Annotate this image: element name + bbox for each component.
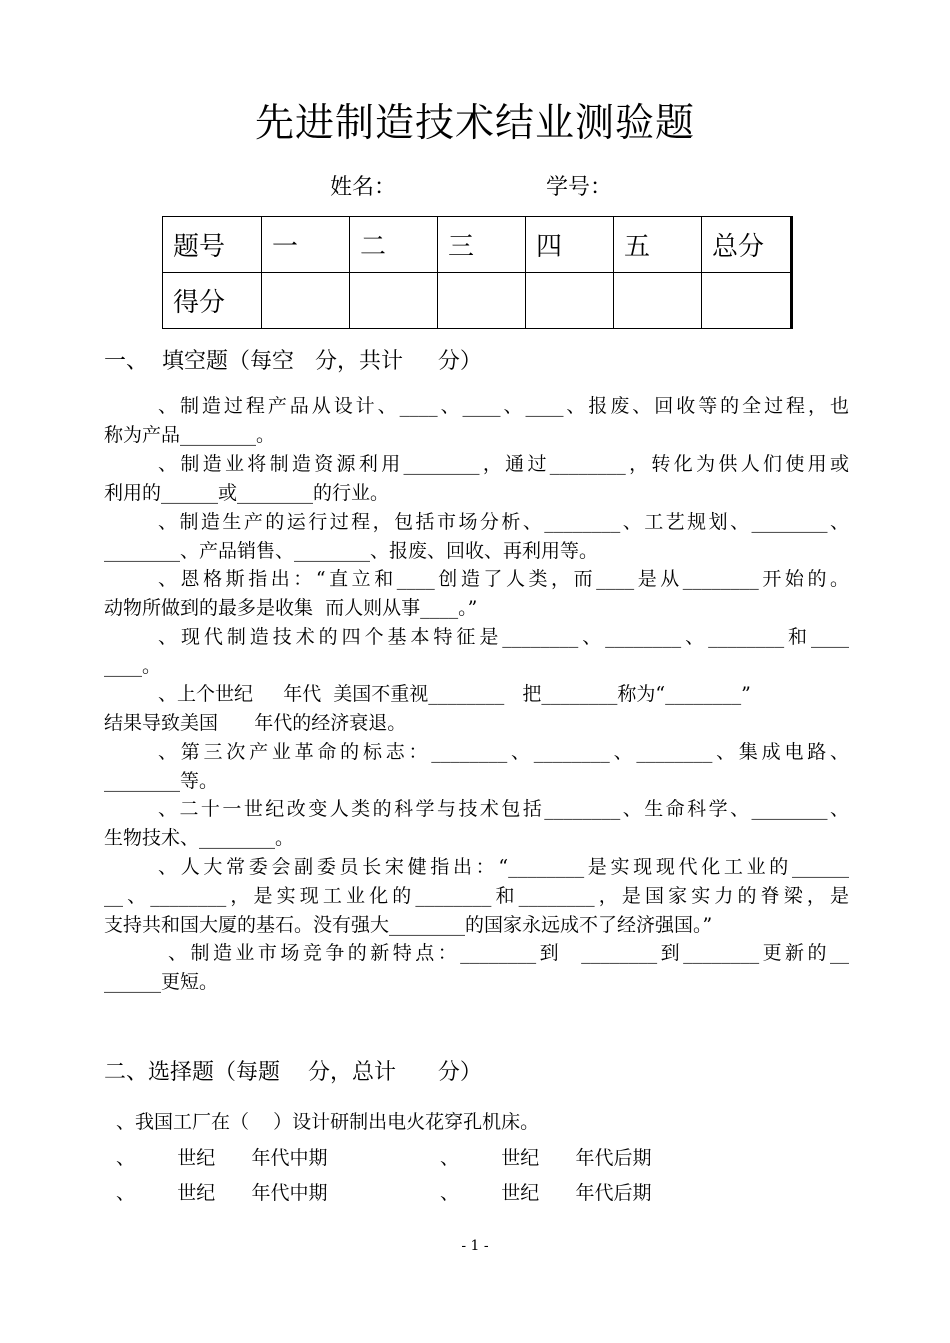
fill-line: 、二十一世纪改变人类的科学与技术包括________、生命科学、________、 bbox=[158, 798, 849, 820]
section1-heading: 一、 填空题（每空 分，共计 分） bbox=[104, 349, 482, 374]
student-id-label: 学号： bbox=[546, 175, 613, 200]
choice-option: 、 世纪 年代中期 bbox=[116, 1182, 328, 1204]
score-cell bbox=[262, 273, 350, 329]
fill-line: 结果导致美国 年代的经济衰退。 bbox=[104, 712, 407, 734]
fill-line: 、制造业市场竞争的新特点：________到 ________到________更新的__ bbox=[168, 942, 849, 964]
score-header-cell: 题号 bbox=[163, 217, 262, 273]
choice-option: 、 世纪 年代中期 bbox=[116, 1147, 328, 1169]
fill-line: __、________，是实现工业化的________和________，是国家实力的脊梁，是 bbox=[104, 885, 849, 907]
fill-line: 生物技术、________。 bbox=[104, 827, 295, 849]
score-table-score-row bbox=[163, 273, 792, 329]
score-header-cell: 总分 bbox=[702, 217, 792, 273]
fill-line: ________等。 bbox=[104, 770, 219, 792]
score-cell bbox=[526, 273, 614, 329]
fill-line: 称为产品________。 bbox=[104, 424, 276, 446]
name-label: 姓名： bbox=[330, 175, 397, 200]
fill-line: 、制造生产的运行过程，包括市场分析、________、工艺规划、________、 bbox=[158, 511, 849, 533]
section2-heading: 二、选择题（每题 分，总计 分） bbox=[104, 1060, 482, 1085]
score-header-cell: 二 bbox=[350, 217, 438, 273]
fill-line: 、制造过程产品从设计、____、____、____、报废、回收等的全过程，也 bbox=[158, 395, 849, 417]
score-header-cell: 四 bbox=[526, 217, 614, 273]
score-cell bbox=[350, 273, 438, 329]
score-cell bbox=[438, 273, 526, 329]
choice-option: 、 世纪 年代后期 bbox=[440, 1182, 652, 1204]
score-header-cell: 一 bbox=[262, 217, 350, 273]
score-row-label: 得分 bbox=[163, 273, 262, 329]
page-number: - 1 - bbox=[461, 1238, 489, 1254]
fill-line: ________、产品销售、________、报废、回收、再利用等。 bbox=[104, 540, 599, 562]
fill-line: 支持共和国大厦的基石。没有强大________的国家永远成不了经济强国。” bbox=[104, 914, 713, 936]
document-title: 先进制造技术结业测验题 bbox=[254, 101, 695, 146]
fill-line: 、上个世纪 年代 美国不重视________ 把________称为“________” bbox=[158, 683, 751, 705]
fill-line: 、恩格斯指出：“直立和____创造了人类，而____是从________开始的。 bbox=[158, 568, 849, 590]
fill-line: ____。 bbox=[104, 655, 162, 677]
choice-option: 、 世纪 年代后期 bbox=[440, 1147, 652, 1169]
score-table bbox=[162, 216, 793, 329]
fill-line: 动物所做到的最多是收集 而人则从事____。” bbox=[104, 597, 478, 619]
score-header-cell: 五 bbox=[614, 217, 702, 273]
fill-line: 、人大常委会副委员长宋健指出：“________是实现现代化工业的______ bbox=[158, 856, 849, 878]
fill-line: 、现代制造技术的四个基本特征是________、________、________和____ bbox=[158, 626, 849, 648]
choice-question: 、我国工厂在（ ）设计研制出电火花穿孔机床。 bbox=[116, 1111, 540, 1133]
fill-line: 、第三次产业革命的标志：________、________、________、集成电路、 bbox=[158, 741, 849, 763]
fill-line: 、制造业将制造资源利用________，通过________，转化为供人们使用或 bbox=[158, 453, 849, 475]
score-header-cell: 三 bbox=[438, 217, 526, 273]
score-cell bbox=[614, 273, 702, 329]
score-table-header-row bbox=[163, 217, 792, 273]
fill-line: ______更短。 bbox=[104, 971, 219, 993]
fill-line: 利用的______或________的行业。 bbox=[104, 482, 390, 504]
score-cell bbox=[702, 273, 792, 329]
